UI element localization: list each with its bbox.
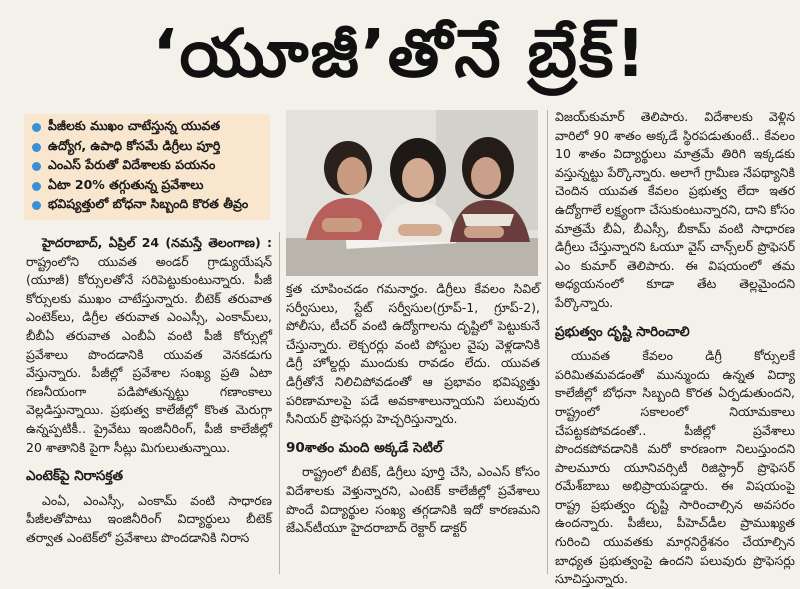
students-photo <box>286 110 538 276</box>
column-divider <box>547 110 548 574</box>
bullet-icon <box>32 143 41 152</box>
highlight-text: ఏటా 20% తగ్గుతున్న ప్రవేశాలు <box>48 176 204 192</box>
highlight-text: ఉద్యోగ, ఉపాధి కోసమే డిగ్రీలు పూర్తి <box>48 137 221 153</box>
bullet-icon <box>32 201 41 210</box>
paragraph: రాష్ట్రంలోని యువత అండర్‌ గ్రాడ్యుయేషన్‌ (యూజీ) కోర్సులతోనే సరిపెట్టుకుంటున్నారు. పీజీ కోర్సులకు ముఖం చాటేస్తున్నారు. బీటెక్‌ తరువాత ఎంటెక్‌లు, డిగ్రీల తరువాత ఎంఎస్సీ, ఎంకామ్‌లు, బీబీఏ తరువాత ఎంబీఏ వంటి పీజీ కోర్సుల్లో ప్రవేశాలు పొందడానికి యువత వెనకడుగు వేస్తున్నారు. పీజీల్లో ప్రవేశాల సంఖ్య ప్రతి ఏటా గణనీయంగా పడిపోతున్నట్టు గణాంకాలు వెల్లడిస్తున్నాయి. ప్రభుత్వ కాలేజీల్లో కొంత మెరుగ్గా ఉన్నప్పటికీ.. ప్రైవేటు ఇంజినీరింగ్‌, పీజీ కాలేజీల్లో 20 శాతానికి పైగా సీట్లు మిగులుతున్నాయి. <box>26 253 272 455</box>
paragraph: రాష్ట్రంలో బీటెక్‌, డిగ్రీలు పూర్తి చేసి, ఎంఎస్‌ కోసం విదేశాలకు వెళ్తున్నారని, ఎంటెక్‌ కాలేజీల్లో ప్రవేశాలు పొందే విద్యార్థుల సంఖ్య తగ్గడానికి ఇదో కారణమని జేఎన్‌టీయూ హైదరాబాద్‌ రెక్టార్‌ డాక్టర్‌ <box>286 464 540 536</box>
article-column-3 <box>555 108 795 587</box>
article-column-2 <box>286 280 540 574</box>
dateline: హైదరాబాద్‌, ఏప్రిల్‌ 24 (నమస్తే తెలంగాణ) : <box>42 235 272 250</box>
highlight-item <box>32 177 262 197</box>
subheading: ప్రభుత్వం దృష్టి సారించాలి <box>555 323 690 340</box>
highlight-item <box>32 196 262 216</box>
subheading: ఎంటెక్‌పై నిరాసక్తత <box>26 468 123 485</box>
paragraph: విజయ్‌కుమార్‌ తెలిపారు. విదేశాలకు వెళ్లిన వారిలో 90 శాతం అక్కడే స్థిరపడుతుంటే.. కేవలం 10 శాతం విద్యార్థులు మాత్రమే తిరిగి ఇక్కడకు వస్తున్నట్టు పేర్కొన్నారు. అలాగే గ్రామీణ నేపథ్యానికి చెందిన యువత కేవలం ప్రభుత్వ లేదా ఇతర ఉద్యోగాలే లక్ష్యంగా చేసుకుంటున్నారని, దాని కోసం మాత్రమే బీఏ, బీఎస్సీ, బీకామ్‌ వంటి సాధారణ డిగ్రీలు చేస్తున్నారని ఓయూ వైస్‌ చాన్స్‌లర్‌ ప్రొఫెసర్‌ ఎం కుమార్‌ తెలిపారు. ఈ విషయంలో తమ అధ్యయనంలో కూడా తేట తెల్లమైందని పేర్కొన్నారు. <box>555 109 795 310</box>
highlight-item <box>32 118 262 138</box>
article-column-1 <box>26 234 272 574</box>
highlight-item <box>32 157 262 177</box>
headline: ‘యూజీ’తోనే బ్రేక్‌! <box>152 15 648 92</box>
bullet-icon <box>32 182 41 191</box>
column-divider <box>279 232 280 574</box>
students-illustration <box>286 110 538 276</box>
bullet-icon <box>32 123 41 132</box>
highlight-text: పీజీలకు ముఖం చాటేస్తున్న యువత <box>48 118 221 134</box>
highlight-item <box>32 138 262 158</box>
subheading: 90శాతం మంది అక్కడే సెటిల్‌ <box>286 439 443 456</box>
bullet-icon <box>32 162 41 171</box>
highlight-text: ఎంఎస్‌ పేరుతో విదేశాలకు పయనం <box>48 157 216 173</box>
paragraph: ఎంఏ, ఎంఎస్సీ, ఎంకామ్‌ వంటి సాధారణ పీజీలతోపాటు ఇంజినీరింగ్‌ విద్యార్థులు బీటెక్‌ తర్వాత ఎంటెక్‌లో ప్రవేశాలు పొందడానికి నిరాస <box>26 492 272 545</box>
highlights-box <box>24 114 270 220</box>
paragraph: యువత కేవలం డిగ్రీ కోర్సులకే పరిమితమవడంతో మున్ముందు ఉన్నత విద్యా కాలేజీల్లో బోధనా సిబ్బంది కొరత ఏర్పడుతుందని, రాష్ట్రంలో సకాలంలో నియామకాలు చేపట్టకపోవడంతో.. పీజీల్లో ప్రవేశాలు పొందకపోవడానికి మరో కారణంగా నిలుస్తుందని పాలమూరు యూనివర్సిటీ రిజిస్ట్రార్‌ ప్రొఫెసర్‌ రమేశ్‌బాబు అభిప్రాయపడ్డారు. ఈ విషయంపై రాష్ట్ర ప్రభుత్వం దృష్టి సారించాల్సిన అవసరం ఉందన్నారు. పీజీలు, పీహెచ్‌డీల ప్రాముఖ్యత గురించి యువతకు మార్గనిర్దేశనం చేయాల్సిన బాధ్యత ప్రభుత్వంపై ఉందని పలువురు ప్రొఫెసర్లు సూచిస్తున్నారు. <box>555 348 795 587</box>
highlight-text: భవిష్యత్తులో బోధనా సిబ్బంది కొరత తీవ్రం <box>48 196 249 212</box>
paragraph: క్తత చూపించడం గమనార్హం. డిగ్రీలు కేవలం సివిల్‌ సర్వీసులు, స్టేట్‌ సర్వీసుల(గ్రూప్‌-1, గ్రూప్‌-2), పోలీసు, టీచర్‌ వంటి ఉద్యోగాలను దృష్టిలో పెట్టుకునే చేస్తున్నారు. లెక్చరర్లు వంటి పోస్టుల వైపు వెళ్లడానికి డిగ్రీ హోల్డర్లు ముందుకు రావడం లేదు. యువత డిగ్రీతోనే నిలిచిపోవడంతో ఆ ప్రభావం భవిష్యత్తు పరిణామాలపై పడే అవకాశాలున్నాయని పలువురు సీనియర్‌ ప్రొఫెసర్లు హెచ్చరిస్తున్నారు. <box>286 281 540 427</box>
